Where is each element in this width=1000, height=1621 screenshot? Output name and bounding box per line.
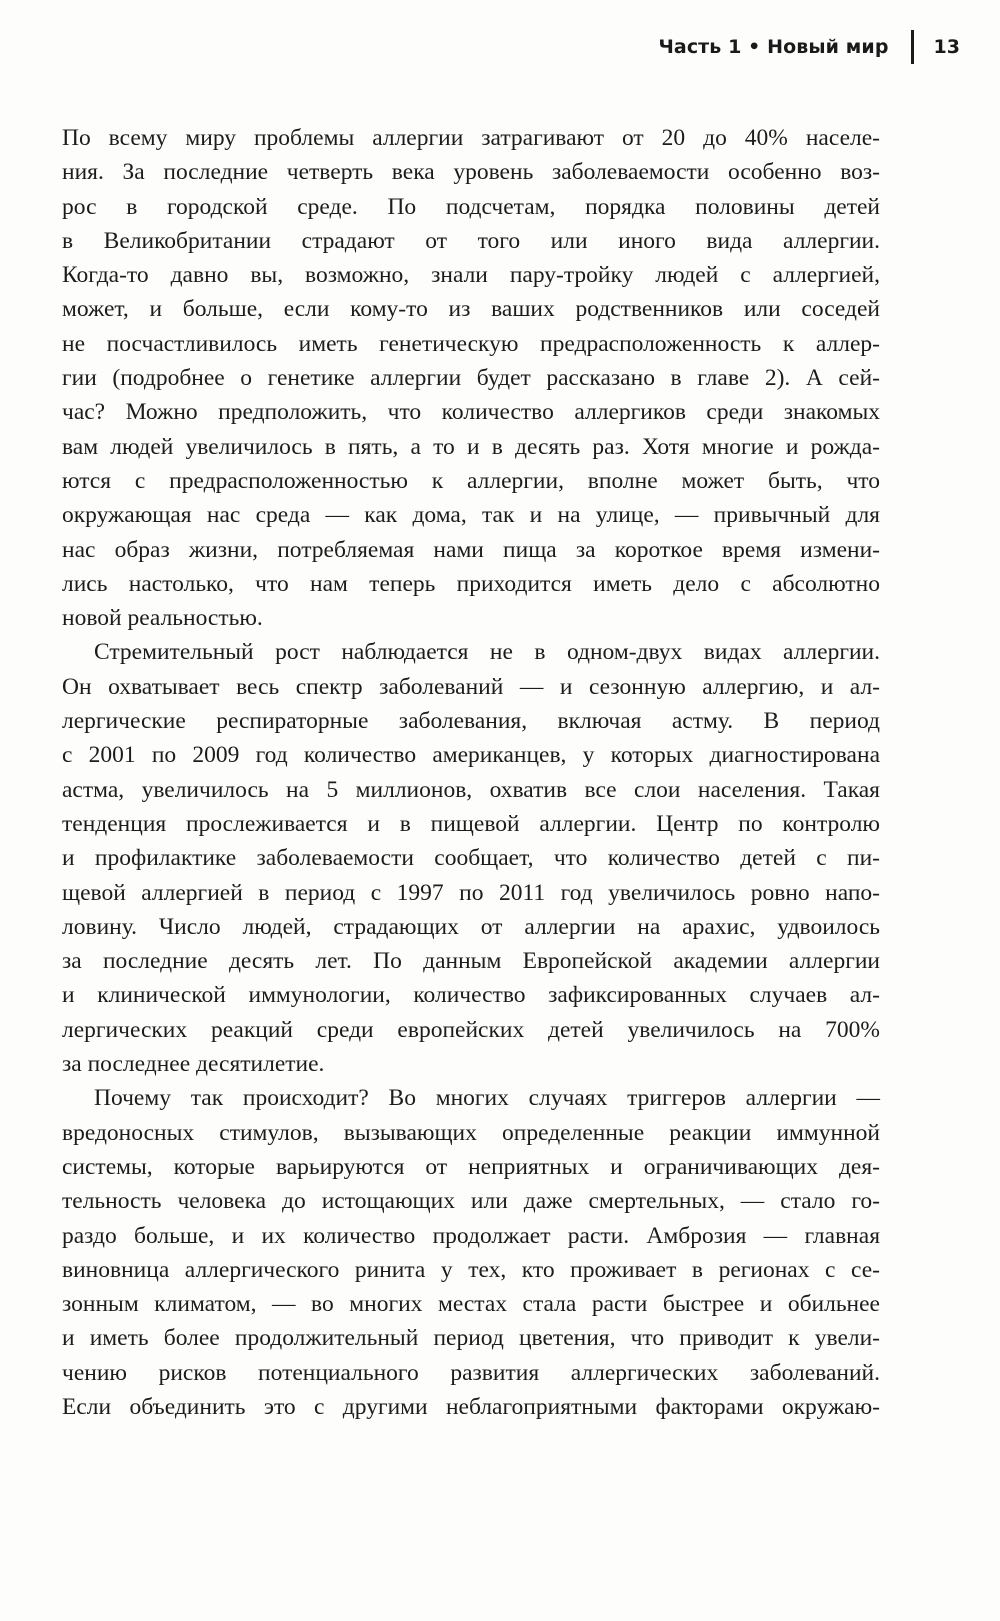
text-line: тенденция прослеживается и в пищевой аллергии. Центр по контролю xyxy=(62,810,880,837)
text-line: лись настолько, что нам теперь приходится иметь дело с абсолютно xyxy=(62,570,880,597)
running-header xyxy=(658,30,960,64)
text-line: раздо больше, и их количество продолжает расти. Амброзия — главная xyxy=(62,1222,880,1249)
text-line: может, и больше, если кому-то из ваших родственников или соседей xyxy=(62,296,880,323)
page-number: 13 xyxy=(933,36,960,58)
text-line: ния. За последние четверть века уровень заболеваемости особенно воз- xyxy=(62,159,880,186)
text-line: в Великобритании страдают от того или иного вида аллергии. xyxy=(62,227,880,254)
text-line: и иметь более продолжительный период цветения, что приводит к увели- xyxy=(62,1325,880,1352)
text-line: лергические респираторные заболевания, включая астму. В период xyxy=(62,708,880,735)
paragraph-1 xyxy=(62,121,880,635)
text-line: тельность человека до истощающих или даже смертельных, — стало го- xyxy=(62,1188,880,1215)
text-line: за последнее десятилетие. xyxy=(62,1051,325,1078)
text-line: Если объединить это с другими неблагоприятными факторами окружаю- xyxy=(62,1393,880,1420)
paragraph-3 xyxy=(62,1081,880,1424)
text-line: чению рисков потенциального развития аллергических заболеваний. xyxy=(62,1359,880,1386)
text-line: рос в городской среде. По подсчетам, порядка половины детей xyxy=(62,193,880,220)
text-line: вам людей увеличилось в пять, а то и в десять раз. Хотя многие и рожда- xyxy=(62,433,880,460)
chapter-title: Часть 1 • Новый мир xyxy=(658,36,889,58)
text-line: за последние десять лет. По данным Европейской академии аллергии xyxy=(62,948,880,975)
text-line: гии (подробнее о генетике аллергии будет рассказано в главе 2). А сей- xyxy=(62,365,880,392)
text-line: щевой аллергией в период с 1997 по 2011 год увеличилось ровно напо- xyxy=(62,879,880,906)
text-line: По всему миру проблемы аллергии затрагивают от 20 до 40% населе- xyxy=(62,125,880,151)
text-line: лергических реакций среди европейских детей увеличилось на 700% xyxy=(62,1016,880,1043)
text-line: с 2001 по 2009 год количество американцев, у которых диагностирована xyxy=(62,742,880,769)
text-line: ловину. Число людей, страдающих от аллергии на арахис, удвоилось xyxy=(62,913,880,940)
text-line: вредоносных стимулов, вызывающих определенные реакции иммунной xyxy=(62,1119,880,1146)
paragraph-2 xyxy=(62,635,880,1081)
text-line: не посчастливилось иметь генетическую предрасположенность к аллер- xyxy=(62,330,880,357)
body-text xyxy=(62,121,880,1424)
text-line: нас образ жизни, потребляемая нами пища за короткое время измени- xyxy=(62,536,880,563)
text-line: зонным климатом, — во многих местах стала расти быстрее и обильнее xyxy=(62,1291,880,1318)
text-line: ются с предрасположенностью к аллергии, вполне может быть, что xyxy=(62,467,880,494)
text-line: астма, увеличилось на 5 миллионов, охватив все слои населения. Такая xyxy=(62,776,880,803)
text-line: окружающая нас среда — как дома, так и на улице, — привычный для xyxy=(62,502,880,529)
text-line: час? Можно предположить, что количество аллергиков среди знакомых xyxy=(62,399,880,426)
header-divider xyxy=(911,30,914,64)
text-line: виновница аллергического ринита у тех, кто проживает в регионах с се- xyxy=(62,1256,880,1283)
text-line: и клинической иммунологии, количество зафиксированных случаев ал- xyxy=(62,982,880,1009)
text-line: Стремительный рост наблюдается не в одном-двух видах аллергии. xyxy=(94,639,880,666)
text-line: и профилактике заболеваемости сообщает, что количество детей с пи- xyxy=(62,845,880,872)
text-line: новой реальностью. xyxy=(62,605,263,632)
text-line: Когда-то давно вы, возможно, знали пару-тройку людей с аллергией, xyxy=(62,262,880,289)
text-line: системы, которые варьируются от неприятных и ограничивающих дея- xyxy=(62,1153,880,1180)
text-line: Почему так происходит? Во многих случаях триггеров аллергии — xyxy=(94,1085,880,1112)
text-line: Он охватывает весь спектр заболеваний — и сезонную аллергию, и ал- xyxy=(62,673,880,700)
